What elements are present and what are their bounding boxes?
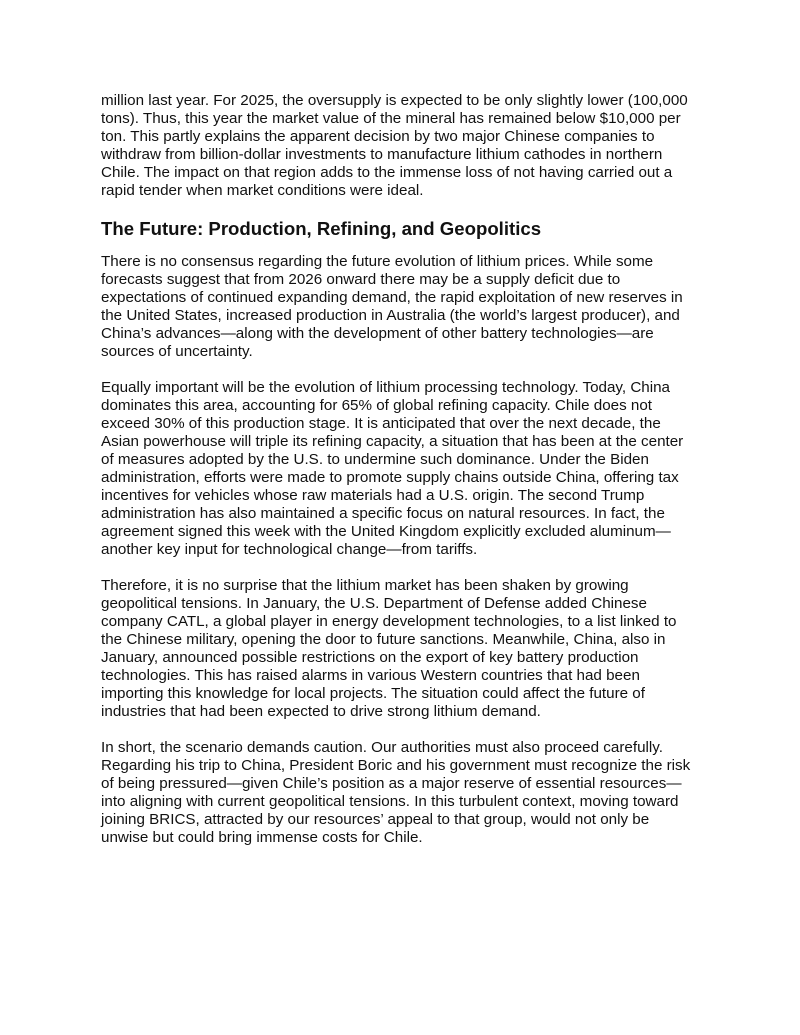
paragraph-prices — [101, 253, 721, 361]
paragraph-conclusion — [101, 739, 721, 847]
document-page — [101, 92, 721, 865]
text-line: dominates this area, accounting for 65% of global refining capacity. Chile does not — [101, 397, 653, 414]
text-line: unwise but could bring immense costs for Chile. — [101, 829, 423, 846]
text-line: importing this knowledge for local projects. The situation could affect the future of — [101, 685, 645, 702]
text-line: ton. This partly explains the apparent decision by two major Chinese companies to — [101, 128, 655, 145]
text-line: administration has also maintained a specific focus on natural resources. In fact, the — [101, 505, 665, 522]
text-line: of measures adopted by the U.S. to undermine such dominance. Under the Biden — [101, 451, 649, 468]
text-line: withdraw from billion-dollar investments to manufacture lithium cathodes in northern — [101, 146, 663, 163]
text-line: Therefore, it is no surprise that the lithium market has been shaken by growing — [101, 577, 629, 594]
text-line: forecasts suggest that from 2026 onward there may be a supply deficit due to — [101, 271, 621, 288]
paragraph-processing — [101, 379, 721, 559]
text-line: million last year. For 2025, the oversupply is expected to be only slightly lower (100,000 — [101, 92, 688, 109]
text-line: joining BRICS, attracted by our resources’ appeal to that group, would not only be — [101, 811, 650, 828]
text-line: another key input for technological change—from tariffs. — [101, 541, 478, 558]
text-line: the United States, increased production in Australia (the world’s largest producer), and — [101, 307, 680, 324]
paragraph-geopolitics — [101, 577, 721, 721]
text-line: agreement signed this week with the United Kingdom explicitly excluded aluminum— — [101, 523, 671, 540]
text-line: January, announced possible restrictions on the export of key battery production — [101, 649, 639, 666]
text-line: Chile. The impact on that region adds to the immense loss of not having carried out a — [101, 164, 673, 181]
text-line: industries that had been expected to drive strong lithium demand. — [101, 703, 541, 720]
text-line: into aligning with current geopolitical tensions. In this turbulent context, moving toward — [101, 793, 679, 810]
text-line: technologies. This has raised alarms in various Western countries that had been — [101, 667, 640, 684]
paragraph-oversupply — [101, 92, 721, 200]
text-line: Asian powerhouse will triple its refining capacity, a situation that has been at the center — [101, 433, 684, 450]
text-line: the Chinese military, opening the door to future sanctions. Meanwhile, China, also in — [101, 631, 666, 648]
text-line: administration, efforts were made to promote supply chains outside China, offering tax — [101, 469, 679, 486]
text-line: In short, the scenario demands caution. Our authorities must also proceed carefully. — [101, 739, 663, 756]
text-line: of being pressured—given Chile’s position as a major reserve of essential resources— — [101, 775, 682, 792]
text-line: There is no consensus regarding the future evolution of lithium prices. While some — [101, 253, 654, 270]
text-line: geopolitical tensions. In January, the U.S. Department of Defense added Chinese — [101, 595, 647, 612]
text-line: sources of uncertainty. — [101, 343, 253, 360]
text-line: Regarding his trip to China, President Boric and his government must recognize the risk — [101, 757, 691, 774]
text-line: Equally important will be the evolution of lithium processing technology. Today, China — [101, 379, 671, 396]
text-line: exceed 30% of this production stage. It is anticipated that over the next decade, the — [101, 415, 661, 432]
text-line: rapid tender when market conditions were ideal. — [101, 182, 424, 199]
text-line: China’s advances—along with the development of other battery technologies—are — [101, 325, 654, 342]
text-line: tons). Thus, this year the market value of the mineral has remained below $10,000 per — [101, 110, 681, 127]
text-line: expectations of continued expanding demand, the rapid exploitation of new reserves in — [101, 289, 683, 306]
text-line: company CATL, a global player in energy development technologies, to a list linked to — [101, 613, 677, 630]
section-heading: The Future: Production, Refining, and Geopolitics — [101, 218, 542, 239]
text-line: incentives for vehicles whose raw materials had a U.S. origin. The second Trump — [101, 487, 645, 504]
